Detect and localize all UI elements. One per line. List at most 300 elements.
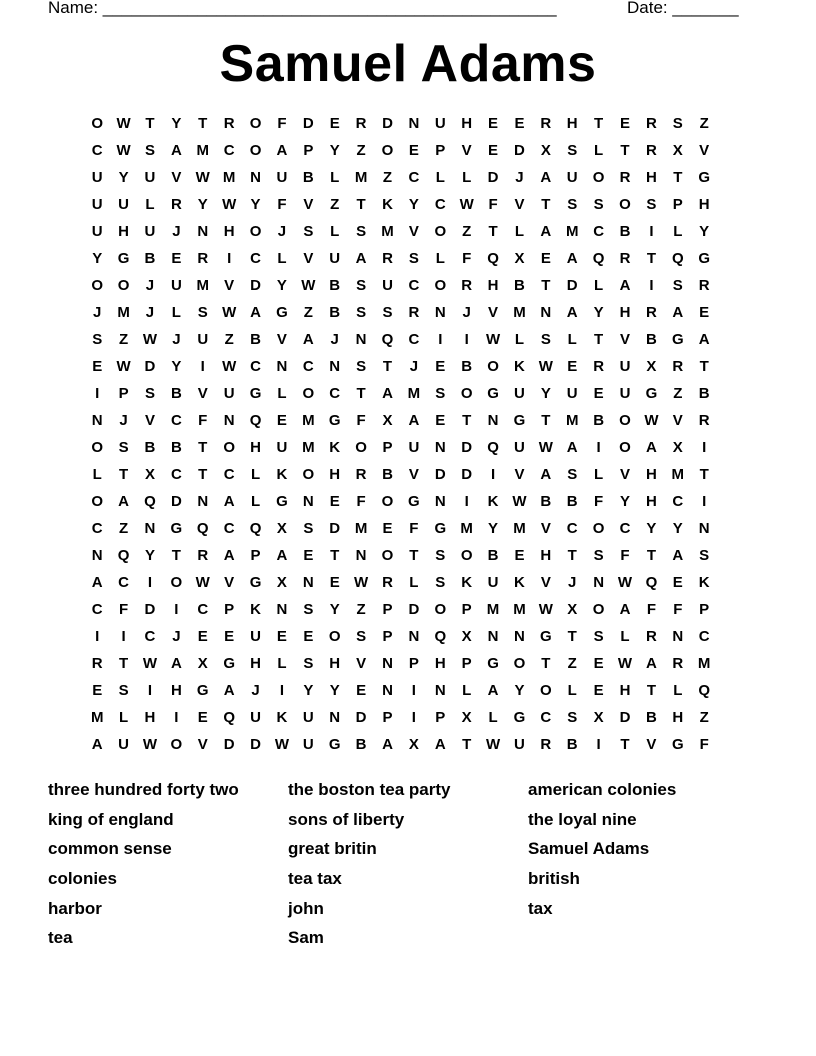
grid-letter[interactable]: V <box>303 250 314 267</box>
grid-letter[interactable]: T <box>330 547 340 564</box>
grid-letter[interactable]: O <box>460 547 473 564</box>
grid-letter[interactable]: T <box>541 412 551 429</box>
grid-letter[interactable]: T <box>119 466 129 483</box>
grid-letter[interactable]: I <box>490 466 496 483</box>
grid-letter[interactable]: W <box>116 142 131 159</box>
grid-letter[interactable]: N <box>434 682 446 699</box>
grid-letter[interactable]: G <box>540 628 552 645</box>
grid-letter[interactable]: I <box>227 250 232 267</box>
grid-letter[interactable]: J <box>93 304 102 321</box>
grid-letter[interactable]: N <box>329 358 341 375</box>
grid-letter[interactable]: H <box>672 709 684 726</box>
grid-letter[interactable]: T <box>673 169 683 186</box>
grid-letter[interactable]: P <box>382 709 393 726</box>
grid-letter[interactable]: I <box>95 385 100 402</box>
grid-letter[interactable]: Z <box>119 520 129 537</box>
grid-letter[interactable]: L <box>594 277 604 294</box>
grid-letter[interactable]: S <box>197 304 208 321</box>
grid-letter[interactable]: N <box>197 493 209 510</box>
grid-letter[interactable]: A <box>170 142 182 159</box>
grid-letter[interactable]: I <box>200 358 205 375</box>
grid-letter[interactable]: O <box>91 439 104 456</box>
grid-letter[interactable]: B <box>329 304 341 321</box>
grid-letter[interactable]: T <box>594 115 604 132</box>
grid-letter[interactable]: Y <box>514 682 525 699</box>
grid-letter[interactable]: C <box>408 169 420 186</box>
grid-letter[interactable]: O <box>302 466 315 483</box>
grid-letter[interactable]: T <box>119 655 129 672</box>
grid-letter[interactable]: L <box>514 223 525 240</box>
grid-letter[interactable]: S <box>303 655 314 672</box>
grid-letter[interactable]: W <box>644 412 659 429</box>
grid-letter[interactable]: G <box>645 385 658 402</box>
grid-letter[interactable]: C <box>540 709 552 726</box>
grid-letter[interactable]: I <box>596 439 601 456</box>
grid-letter[interactable]: W <box>142 331 158 348</box>
grid-letter[interactable]: C <box>302 358 314 375</box>
grid-letter[interactable]: W <box>538 439 553 456</box>
grid-letter[interactable]: B <box>698 385 710 402</box>
grid-letter[interactable]: M <box>460 520 473 537</box>
grid-letter[interactable]: N <box>514 628 525 645</box>
grid-letter[interactable]: A <box>566 439 578 456</box>
grid-letter[interactable]: C <box>170 412 182 429</box>
grid-letter[interactable]: Y <box>171 115 182 132</box>
grid-letter[interactable]: X <box>646 358 657 375</box>
grid-letter[interactable]: E <box>435 412 446 429</box>
grid-letter[interactable]: E <box>514 115 525 132</box>
grid-letter[interactable]: U <box>566 169 578 186</box>
grid-letter[interactable]: S <box>303 601 314 618</box>
grid-letter[interactable]: T <box>462 736 472 753</box>
grid-letter[interactable]: U <box>91 196 103 213</box>
grid-letter[interactable]: Y <box>329 682 340 699</box>
grid-letter[interactable]: Y <box>250 196 261 213</box>
grid-letter[interactable]: V <box>672 412 683 429</box>
grid-letter[interactable]: C <box>197 601 209 618</box>
grid-letter[interactable]: N <box>672 628 684 645</box>
grid-letter[interactable]: E <box>276 628 287 645</box>
grid-letter[interactable]: W <box>222 304 237 321</box>
grid-letter[interactable]: G <box>328 412 341 429</box>
grid-letter[interactable]: R <box>672 655 684 672</box>
grid-letter[interactable]: U <box>170 277 182 294</box>
grid-letter[interactable]: B <box>461 358 473 375</box>
grid-letter[interactable]: K <box>276 466 288 483</box>
grid-letter[interactable]: H <box>487 277 499 294</box>
grid-letter[interactable]: M <box>697 655 711 672</box>
grid-letter[interactable]: O <box>619 412 631 429</box>
grid-letter[interactable]: V <box>276 331 287 348</box>
grid-letter[interactable]: T <box>541 196 551 213</box>
grid-letter[interactable]: J <box>330 331 339 348</box>
grid-letter[interactable]: H <box>223 223 235 240</box>
grid-letter[interactable]: W <box>142 655 158 672</box>
grid-letter[interactable]: H <box>645 169 657 186</box>
grid-letter[interactable]: G <box>328 736 341 753</box>
grid-letter[interactable]: J <box>145 277 155 294</box>
grid-letter[interactable]: S <box>567 709 578 726</box>
grid-letter[interactable]: I <box>464 331 469 348</box>
grid-letter[interactable]: W <box>116 358 131 375</box>
grid-letter[interactable]: C <box>223 466 235 483</box>
grid-letter[interactable]: U <box>382 277 393 294</box>
grid-letter[interactable]: P <box>408 655 419 672</box>
grid-letter[interactable]: R <box>197 250 209 267</box>
grid-letter[interactable]: D <box>302 115 314 132</box>
grid-letter[interactable]: N <box>91 547 103 564</box>
grid-letter[interactable]: W <box>617 655 633 672</box>
grid-letter[interactable]: I <box>174 709 179 726</box>
grid-letter[interactable]: N <box>355 547 367 564</box>
grid-letter[interactable]: S <box>144 142 155 159</box>
grid-letter[interactable]: T <box>462 412 472 429</box>
grid-letter[interactable]: S <box>118 439 129 456</box>
grid-letter[interactable]: R <box>698 277 710 294</box>
grid-letter[interactable]: D <box>223 736 235 753</box>
grid-letter[interactable]: R <box>540 115 552 132</box>
grid-letter[interactable]: C <box>250 250 261 267</box>
grid-letter[interactable]: E <box>276 412 287 429</box>
grid-letter[interactable]: Y <box>92 250 103 267</box>
grid-letter[interactable]: B <box>144 439 156 456</box>
grid-letter[interactable]: F <box>462 250 472 267</box>
grid-letter[interactable]: O <box>170 574 183 591</box>
grid-letter[interactable]: N <box>329 709 341 726</box>
grid-letter[interactable]: W <box>222 358 237 375</box>
grid-letter[interactable]: S <box>356 358 367 375</box>
grid-letter[interactable]: P <box>382 439 393 456</box>
grid-letter[interactable]: B <box>514 277 525 294</box>
grid-letter[interactable]: K <box>250 601 261 618</box>
grid-letter[interactable]: A <box>672 304 684 321</box>
grid-letter[interactable]: L <box>514 331 525 348</box>
grid-letter[interactable]: G <box>276 304 288 321</box>
grid-letter[interactable]: N <box>487 412 499 429</box>
grid-letter[interactable]: O <box>434 277 447 294</box>
grid-letter[interactable]: R <box>619 250 631 267</box>
grid-letter[interactable]: F <box>409 520 419 537</box>
grid-letter[interactable]: T <box>620 736 630 753</box>
grid-letter[interactable]: B <box>487 547 499 564</box>
grid-letter[interactable]: D <box>382 115 393 132</box>
date-field-label[interactable]: Date: _______ <box>627 0 739 17</box>
grid-letter[interactable]: X <box>593 709 604 726</box>
grid-letter[interactable]: O <box>328 628 341 645</box>
grid-letter[interactable]: Q <box>381 331 394 348</box>
grid-letter[interactable]: S <box>672 277 683 294</box>
grid-letter[interactable]: P <box>435 709 446 726</box>
grid-letter[interactable]: Y <box>540 385 551 402</box>
grid-letter[interactable]: L <box>171 304 181 321</box>
grid-letter[interactable]: P <box>382 628 393 645</box>
grid-letter[interactable]: M <box>513 601 526 618</box>
grid-letter[interactable]: X <box>382 412 393 429</box>
grid-letter[interactable]: M <box>117 304 130 321</box>
grid-letter[interactable]: W <box>485 736 501 753</box>
grid-letter[interactable]: Q <box>487 250 499 267</box>
grid-letter[interactable]: J <box>277 223 287 240</box>
grid-letter[interactable]: U <box>566 385 578 402</box>
grid-letter[interactable]: R <box>645 115 657 132</box>
grid-letter[interactable]: T <box>488 223 498 240</box>
grid-letter[interactable]: C <box>91 142 103 159</box>
grid-letter[interactable]: A <box>645 439 657 456</box>
grid-letter[interactable]: J <box>515 169 524 186</box>
grid-letter[interactable]: F <box>277 115 287 132</box>
grid-letter[interactable]: M <box>354 169 368 186</box>
grid-letter[interactable]: Z <box>303 304 313 321</box>
grid-letter[interactable]: Y <box>699 223 710 240</box>
grid-letter[interactable]: A <box>302 331 314 348</box>
grid-letter[interactable]: P <box>250 547 261 564</box>
grid-letter[interactable]: N <box>276 358 288 375</box>
grid-letter[interactable]: R <box>540 736 552 753</box>
grid-letter[interactable]: F <box>198 412 208 429</box>
grid-letter[interactable]: D <box>566 277 578 294</box>
grid-letter[interactable]: S <box>540 331 551 348</box>
grid-letter[interactable]: M <box>565 412 579 429</box>
grid-letter[interactable]: P <box>224 601 235 618</box>
grid-letter[interactable]: B <box>566 736 578 753</box>
grid-letter[interactable]: Q <box>223 709 235 726</box>
grid-letter[interactable]: G <box>408 493 420 510</box>
grid-letter[interactable]: B <box>540 493 552 510</box>
grid-letter[interactable]: L <box>462 169 472 186</box>
grid-letter[interactable]: W <box>142 736 158 753</box>
grid-letter[interactable]: U <box>118 196 129 213</box>
grid-letter[interactable]: I <box>411 682 416 699</box>
grid-letter[interactable]: T <box>541 277 551 294</box>
grid-letter[interactable]: L <box>673 223 683 240</box>
grid-letter[interactable]: C <box>619 520 631 537</box>
grid-letter[interactable]: J <box>568 574 577 591</box>
grid-letter[interactable]: S <box>303 223 314 240</box>
grid-letter[interactable]: V <box>620 466 631 483</box>
grid-letter[interactable]: K <box>461 574 473 591</box>
grid-letter[interactable]: A <box>619 601 631 618</box>
grid-letter[interactable]: P <box>699 601 710 618</box>
grid-letter[interactable]: F <box>594 493 604 510</box>
grid-letter[interactable]: Z <box>382 169 393 186</box>
grid-letter[interactable]: K <box>698 574 710 591</box>
grid-letter[interactable]: U <box>487 574 499 591</box>
grid-letter[interactable]: U <box>302 736 314 753</box>
grid-letter[interactable]: U <box>514 736 525 753</box>
grid-letter[interactable]: H <box>540 547 552 564</box>
grid-letter[interactable]: G <box>196 682 209 699</box>
grid-letter[interactable]: S <box>408 250 419 267</box>
grid-letter[interactable]: H <box>118 223 129 240</box>
grid-letter[interactable]: O <box>249 142 262 159</box>
grid-letter[interactable]: O <box>117 277 130 294</box>
grid-letter[interactable]: L <box>409 574 419 591</box>
grid-letter[interactable]: Z <box>356 142 366 159</box>
grid-letter[interactable]: V <box>144 412 155 429</box>
grid-letter[interactable]: F <box>699 736 709 753</box>
grid-letter[interactable]: R <box>619 169 631 186</box>
grid-letter[interactable]: B <box>382 466 393 483</box>
grid-letter[interactable]: U <box>408 439 420 456</box>
grid-letter[interactable]: E <box>540 250 551 267</box>
grid-letter[interactable]: I <box>411 709 416 726</box>
grid-letter[interactable]: V <box>620 331 631 348</box>
grid-letter[interactable]: E <box>329 115 340 132</box>
grid-letter[interactable]: F <box>620 547 630 564</box>
grid-letter[interactable]: M <box>302 412 315 429</box>
grid-letter[interactable]: P <box>461 655 472 672</box>
grid-letter[interactable]: M <box>407 385 421 402</box>
grid-letter[interactable]: U <box>514 439 525 456</box>
grid-letter[interactable]: A <box>566 250 578 267</box>
grid-letter[interactable]: M <box>513 520 526 537</box>
grid-letter[interactable]: U <box>197 331 209 348</box>
grid-letter[interactable]: C <box>434 196 446 213</box>
grid-letter[interactable]: K <box>487 493 499 510</box>
grid-letter[interactable]: D <box>250 736 261 753</box>
grid-letter[interactable]: W <box>274 736 290 753</box>
grid-letter[interactable]: W <box>538 358 553 375</box>
grid-letter[interactable]: C <box>329 385 341 402</box>
grid-letter[interactable]: O <box>170 736 183 753</box>
grid-letter[interactable]: H <box>619 304 631 321</box>
grid-letter[interactable]: W <box>512 493 527 510</box>
grid-letter[interactable]: O <box>513 655 526 672</box>
grid-letter[interactable]: A <box>672 547 684 564</box>
grid-letter[interactable]: L <box>567 331 577 348</box>
grid-letter[interactable]: Z <box>699 115 709 132</box>
grid-letter[interactable]: S <box>356 277 367 294</box>
grid-letter[interactable]: V <box>224 574 235 591</box>
grid-letter[interactable]: Q <box>144 493 156 510</box>
grid-letter[interactable]: D <box>329 520 341 537</box>
grid-letter[interactable]: A <box>645 655 657 672</box>
grid-letter[interactable]: V <box>699 142 710 159</box>
grid-letter[interactable]: E <box>672 574 683 591</box>
grid-letter[interactable]: Y <box>303 682 314 699</box>
grid-letter[interactable]: V <box>540 574 551 591</box>
grid-letter[interactable]: E <box>593 385 604 402</box>
grid-letter[interactable]: A <box>250 304 261 321</box>
grid-letter[interactable]: N <box>91 412 103 429</box>
grid-letter[interactable]: F <box>356 493 366 510</box>
grid-letter[interactable]: Z <box>330 196 340 213</box>
grid-letter[interactable]: H <box>461 115 473 132</box>
grid-letter[interactable]: U <box>118 736 129 753</box>
grid-letter[interactable]: W <box>222 196 237 213</box>
grid-letter[interactable]: X <box>197 655 208 672</box>
grid-letter[interactable]: B <box>645 331 657 348</box>
grid-letter[interactable]: S <box>435 547 446 564</box>
grid-letter[interactable]: O <box>91 493 104 510</box>
grid-letter[interactable]: E <box>303 547 314 564</box>
grid-letter[interactable]: L <box>119 709 129 726</box>
grid-letter[interactable]: O <box>355 439 367 456</box>
grid-letter[interactable]: G <box>698 169 711 186</box>
grid-letter[interactable]: T <box>409 547 419 564</box>
grid-letter[interactable]: L <box>330 169 340 186</box>
grid-letter[interactable]: L <box>435 169 445 186</box>
grid-letter[interactable]: V <box>408 223 419 240</box>
grid-letter[interactable]: E <box>329 574 340 591</box>
grid-letter[interactable]: N <box>223 412 235 429</box>
grid-letter[interactable]: O <box>381 142 394 159</box>
grid-letter[interactable]: D <box>461 466 473 483</box>
grid-letter[interactable]: T <box>594 331 604 348</box>
grid-letter[interactable]: W <box>617 574 633 591</box>
grid-letter[interactable]: R <box>645 628 657 645</box>
grid-letter[interactable]: C <box>250 358 261 375</box>
grid-letter[interactable]: Q <box>698 682 711 699</box>
grid-letter[interactable]: N <box>487 628 499 645</box>
grid-letter[interactable]: I <box>95 628 100 645</box>
grid-letter[interactable]: I <box>147 682 153 699</box>
grid-letter[interactable]: A <box>223 547 235 564</box>
grid-letter[interactable]: J <box>172 223 181 240</box>
grid-letter[interactable]: O <box>460 385 473 402</box>
grid-letter[interactable]: K <box>276 709 288 726</box>
grid-letter[interactable]: T <box>198 439 208 456</box>
grid-letter[interactable]: S <box>672 115 683 132</box>
grid-letter[interactable]: I <box>147 574 153 591</box>
grid-letter[interactable]: V <box>356 655 367 672</box>
grid-letter[interactable]: L <box>462 682 472 699</box>
grid-letter[interactable]: X <box>276 520 287 537</box>
grid-letter[interactable]: Q <box>249 412 262 429</box>
grid-letter[interactable]: Q <box>249 520 262 537</box>
grid-letter[interactable]: O <box>434 601 447 618</box>
grid-letter[interactable]: O <box>592 520 605 537</box>
grid-letter[interactable]: E <box>382 520 393 537</box>
grid-letter[interactable]: L <box>250 466 261 483</box>
grid-letter[interactable]: G <box>249 385 262 402</box>
grid-letter[interactable]: S <box>593 547 604 564</box>
grid-letter[interactable]: C <box>593 223 605 240</box>
grid-letter[interactable]: U <box>329 250 341 267</box>
grid-letter[interactable]: Z <box>356 601 366 618</box>
grid-letter[interactable]: C <box>672 493 684 510</box>
grid-letter[interactable]: R <box>197 547 209 564</box>
grid-letter[interactable]: H <box>329 466 341 483</box>
grid-letter[interactable]: X <box>567 601 578 618</box>
grid-letter[interactable]: N <box>250 169 261 186</box>
grid-letter[interactable]: T <box>646 682 656 699</box>
grid-letter[interactable]: U <box>250 709 261 726</box>
grid-letter[interactable]: D <box>619 709 631 726</box>
grid-letter[interactable]: L <box>145 196 155 213</box>
grid-letter[interactable]: D <box>144 601 156 618</box>
grid-letter[interactable]: E <box>593 655 604 672</box>
grid-letter[interactable]: B <box>170 385 182 402</box>
grid-letter[interactable]: S <box>356 628 367 645</box>
grid-letter[interactable]: U <box>276 439 288 456</box>
grid-letter[interactable]: R <box>382 574 393 591</box>
grid-letter[interactable]: N <box>144 520 156 537</box>
grid-letter[interactable]: F <box>277 196 287 213</box>
grid-letter[interactable]: G <box>513 412 526 429</box>
grid-letter[interactable]: W <box>459 196 474 213</box>
grid-letter[interactable]: D <box>170 493 182 510</box>
grid-letter[interactable]: A <box>382 736 393 753</box>
grid-letter[interactable]: Y <box>118 169 129 186</box>
grid-letter[interactable]: Y <box>197 196 208 213</box>
grid-letter[interactable]: O <box>91 277 104 294</box>
grid-letter[interactable]: V <box>303 196 314 213</box>
grid-letter[interactable]: E <box>171 250 182 267</box>
grid-letter[interactable]: B <box>355 736 367 753</box>
grid-letter[interactable]: N <box>302 574 314 591</box>
grid-letter[interactable]: S <box>303 520 314 537</box>
